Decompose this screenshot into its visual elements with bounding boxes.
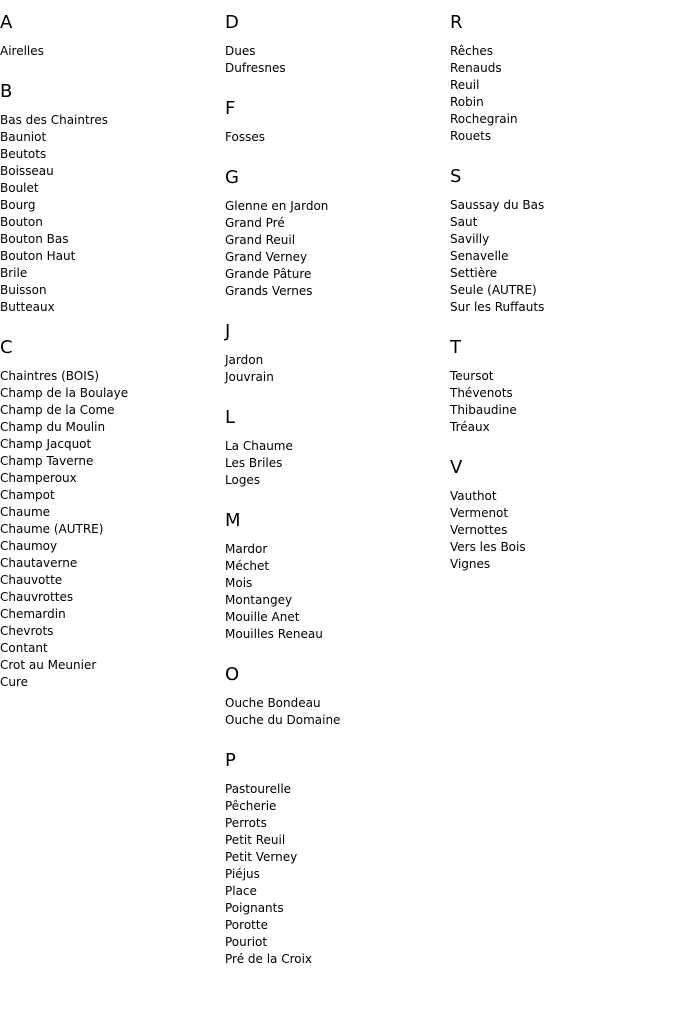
place-name-list [450,488,675,573]
place-name-item[interactable]: Saut [450,215,478,229]
place-name-list [450,368,675,436]
place-name-item[interactable]: Mouille Anet [225,610,300,624]
place-name-item[interactable]: Chaumoy [0,539,58,553]
place-name-item[interactable]: Méchet [225,559,270,573]
letter-group [225,321,450,386]
place-name-item[interactable]: Poignants [225,901,284,915]
place-name-list [225,695,450,729]
place-name-item[interactable]: Perrots [225,816,267,830]
place-name-item[interactable]: Pêcherie [225,799,277,813]
place-name-item[interactable]: Chemardin [0,607,66,621]
letter-heading: D [225,12,239,33]
place-name-item[interactable]: Vignes [450,557,491,571]
place-name-list [450,197,675,316]
index-column-1 [0,12,225,712]
place-name-item[interactable]: Petit Reuil [225,833,286,847]
place-name-list [225,43,450,77]
place-name-item[interactable]: Settière [450,266,498,280]
place-name-item[interactable]: Grands Vernes [225,284,313,298]
place-name-item[interactable]: Buisson [0,283,47,297]
letter-group [450,457,675,573]
letter-group [0,81,225,316]
place-name-item[interactable]: Les Briles [225,456,283,470]
place-name-item[interactable]: Chaume (AUTRE) [0,522,104,536]
place-name-item[interactable]: Dues [225,44,256,58]
place-name-item[interactable]: Cure [0,675,29,689]
letter-group [225,98,450,146]
place-name-item[interactable]: Vers les Bois [450,540,526,554]
letter-group [450,166,675,316]
letter-group [225,12,450,77]
place-name-item[interactable]: Butteaux [0,300,55,314]
place-name-item[interactable]: Renauds [450,61,502,75]
place-name-item[interactable]: Vernottes [450,523,508,537]
place-name-item[interactable]: Pouriot [225,935,268,949]
place-name-item[interactable]: Pastourelle [225,782,292,796]
letter-heading: T [450,337,461,358]
place-name-item[interactable]: Grand Reuil [225,233,296,247]
letter-heading: M [225,510,241,531]
place-name-item[interactable]: Seule (AUTRE) [450,283,537,297]
place-name-list [225,781,450,968]
letter-heading: B [0,81,13,102]
place-name-item[interactable]: Crot au Meunier [0,658,97,672]
letter-heading: F [225,98,236,119]
index-column-2 [225,12,450,989]
place-name-item[interactable]: Bourg [0,198,36,212]
letter-heading: C [0,337,13,358]
place-name-item[interactable]: Chautaverne [0,556,78,570]
place-name-item[interactable]: Montangey [225,593,293,607]
place-name-item[interactable]: Place [225,884,257,898]
place-name-item[interactable]: Pré de la Croix [225,952,313,966]
place-name-item[interactable]: Grande Pâture [225,267,312,281]
place-name-list [225,129,450,146]
place-name-item[interactable]: Champot [0,488,55,502]
place-name-item[interactable]: Champeroux [0,471,77,485]
place-name-list [225,541,450,643]
letter-heading: S [450,166,462,187]
place-name-list [0,112,225,316]
letter-group [225,167,450,300]
place-name-item[interactable]: Sur les Ruffauts [450,300,545,314]
letter-heading: J [225,321,231,342]
place-name-item[interactable]: Mois [225,576,253,590]
place-name-list [0,43,225,60]
place-name-list [0,368,225,691]
place-name-item[interactable]: Senavelle [450,249,509,263]
place-name-item[interactable]: Bouton Bas [0,232,69,246]
place-name-item[interactable]: Grand Pré [225,216,285,230]
place-name-list [225,352,450,386]
place-name-item[interactable]: Ouche Bondeau [225,696,321,710]
place-name-item[interactable]: Fosses [225,130,265,144]
place-name-item[interactable]: Rochegrain [450,112,518,126]
place-name-item[interactable]: Jouvrain [225,370,274,384]
place-name-item[interactable]: Loges [225,473,261,487]
place-name-item[interactable]: Dufresnes [225,61,286,75]
place-name-item[interactable]: Bouton [0,215,43,229]
place-name-item[interactable]: Chaume [0,505,51,519]
place-name-item[interactable]: Chevrots [0,624,54,638]
place-name-item[interactable]: Bauniot [0,130,47,144]
place-name-item[interactable]: Savilly [450,232,490,246]
place-name-item[interactable]: Rouets [450,129,492,143]
place-name-item[interactable]: Piéjus [225,867,260,881]
place-name-item[interactable]: Champ Taverne [0,454,94,468]
place-name-item[interactable]: Champ de la Boulaye [0,386,129,400]
letter-group [225,664,450,729]
place-name-item[interactable]: Teursot [450,369,494,383]
place-name-item[interactable]: Glenne en Jardon [225,199,329,213]
place-name-item[interactable]: Ouche du Domaine [225,713,341,727]
place-name-item[interactable]: Bas des Chaintres [0,113,109,127]
place-name-item[interactable]: Champ du Moulin [0,420,106,434]
letter-group [450,337,675,436]
place-name-item[interactable]: Grand Verney [225,250,308,264]
place-name-item[interactable]: Saussay du Bas [450,198,545,212]
place-name-item[interactable]: Bouton Haut [0,249,76,263]
place-name-item[interactable]: Reuil [450,78,480,92]
place-name-item[interactable]: Brile [0,266,28,280]
place-name-item[interactable]: Thévenots [450,386,513,400]
letter-heading: V [450,457,463,478]
place-name-item[interactable]: La Chaume [225,439,293,453]
letter-group [0,12,225,60]
letter-group [225,750,450,968]
place-name-item[interactable]: Porotte [225,918,268,932]
place-name-item[interactable]: Jardon [225,353,264,367]
place-name-item[interactable]: Chaintres (BOIS) [0,369,100,383]
letter-heading: P [225,750,236,771]
place-name-item[interactable]: Boisseau [0,164,54,178]
place-name-list [225,438,450,489]
letter-group [225,510,450,643]
letter-group [450,12,675,145]
place-name-list [225,198,450,300]
place-name-item[interactable]: Rêches [450,44,494,58]
place-name-item[interactable]: Chauvotte [0,573,63,587]
place-name-item[interactable]: Tréaux [450,420,490,434]
place-name-item[interactable]: Boulet [0,181,39,195]
letter-heading: O [225,664,240,685]
place-name-item[interactable]: Champ de la Come [0,403,115,417]
place-name-item[interactable]: Mardor [225,542,268,556]
letter-group [225,407,450,489]
place-name-item[interactable]: Champ Jacquot [0,437,92,451]
place-name-item[interactable]: Thibaudine [450,403,517,417]
place-name-item[interactable]: Petit Verney [225,850,298,864]
place-name-item[interactable]: Vermenot [450,506,509,520]
letter-group [0,337,225,691]
place-name-item[interactable]: Airelles [0,44,44,58]
letter-heading: R [450,12,463,33]
place-name-item[interactable]: Vauthot [450,489,497,503]
letter-heading: G [225,167,239,188]
letter-heading: A [0,12,13,33]
place-name-item[interactable]: Mouilles Reneau [225,627,323,641]
place-name-item[interactable]: Contant [0,641,48,655]
place-name-list [450,43,675,145]
letter-heading: L [225,407,236,428]
place-name-item[interactable]: Beutots [0,147,47,161]
place-name-item[interactable]: Robin [450,95,484,109]
place-name-item[interactable]: Chauvrottes [0,590,74,604]
index-column-3 [450,12,675,594]
